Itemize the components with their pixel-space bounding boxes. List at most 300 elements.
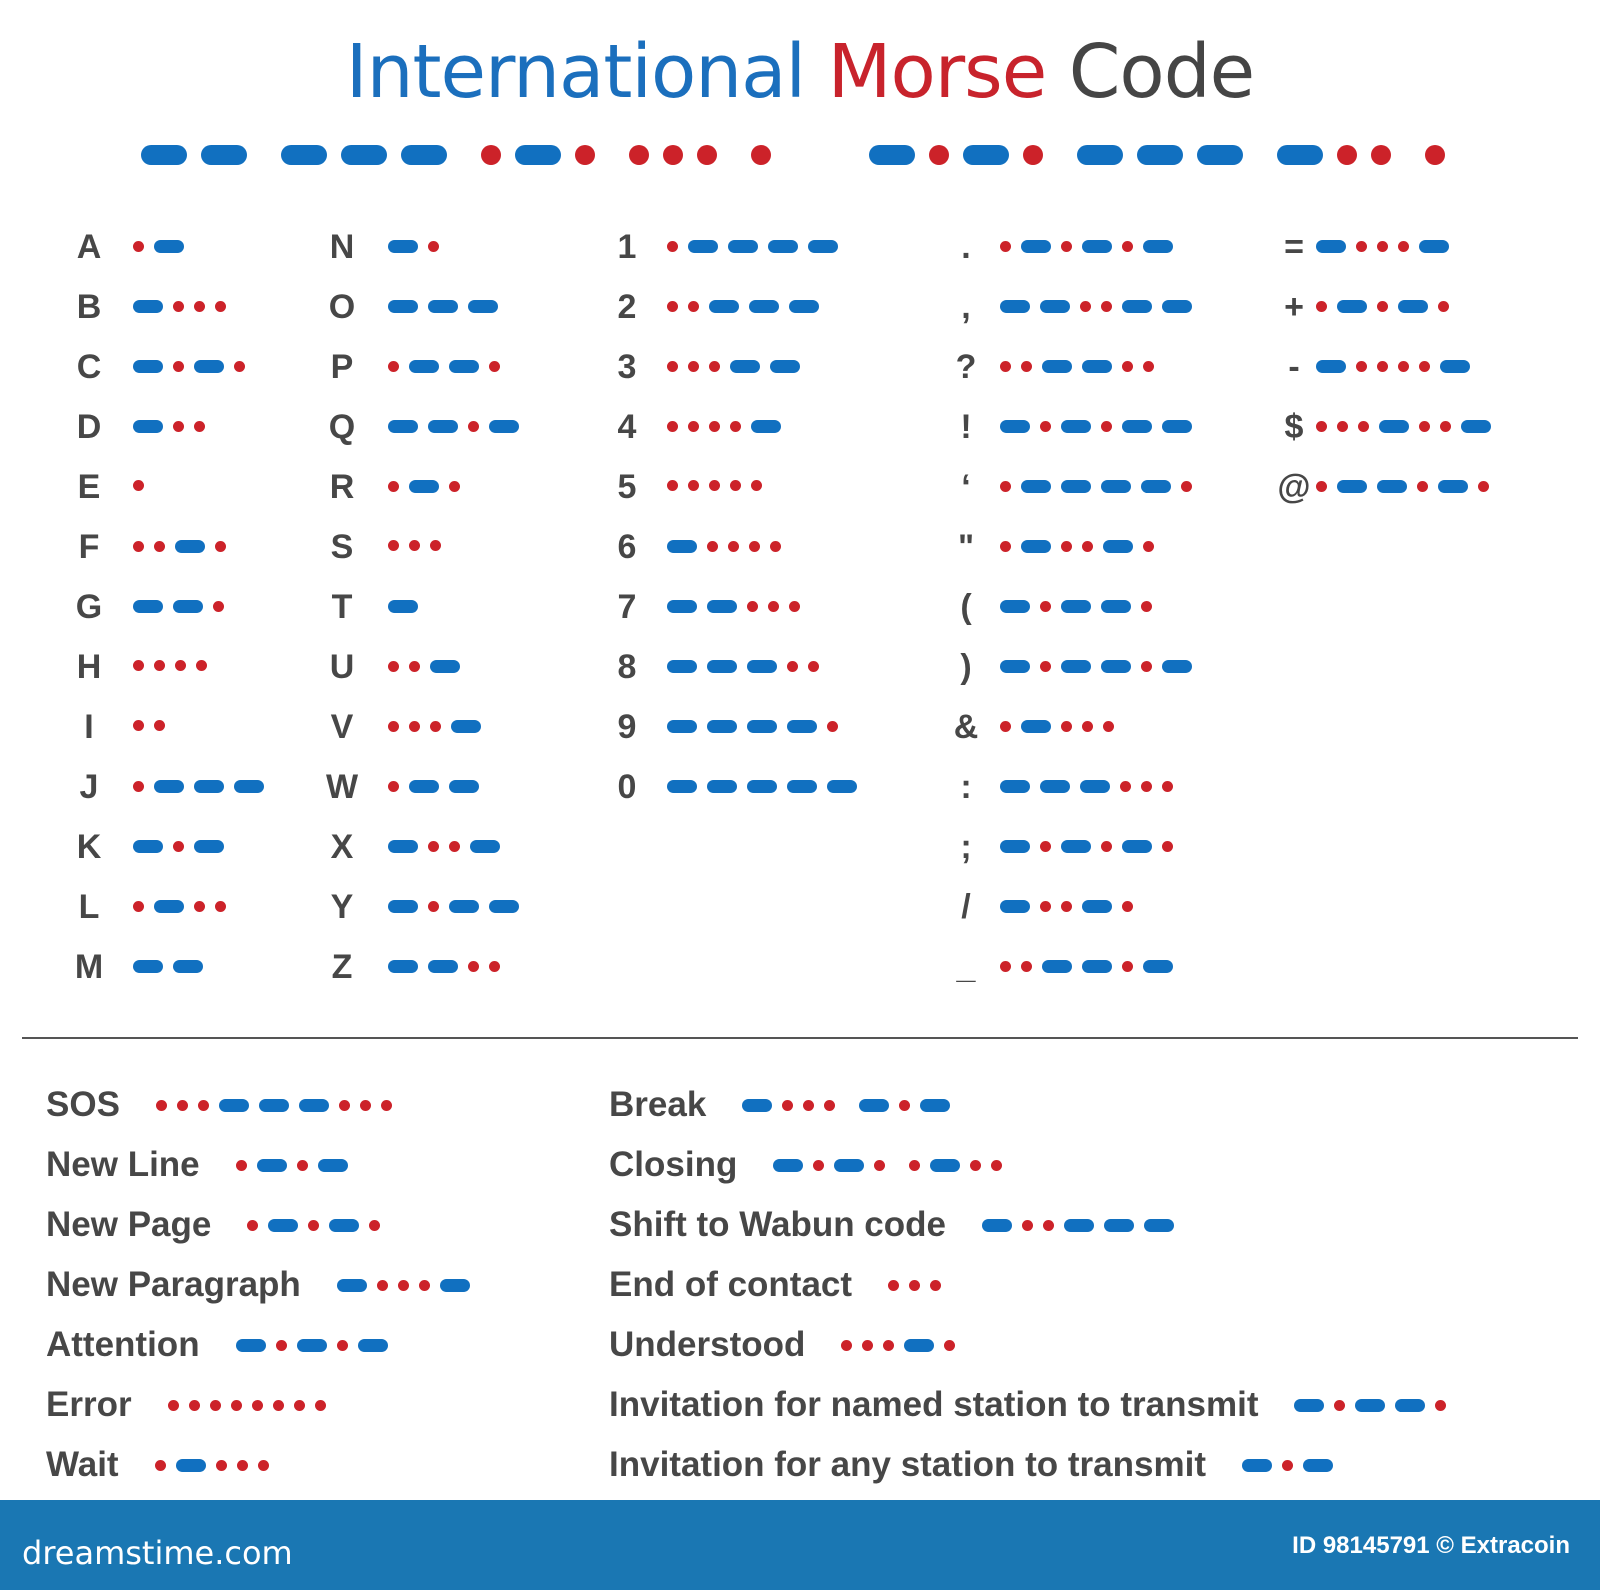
dot bbox=[1358, 421, 1369, 432]
dot bbox=[1419, 421, 1430, 432]
dash bbox=[133, 840, 163, 853]
dash bbox=[1122, 300, 1152, 313]
dot bbox=[196, 660, 207, 671]
dot bbox=[909, 1160, 920, 1171]
dash bbox=[318, 1159, 348, 1172]
dot bbox=[813, 1160, 824, 1171]
dash bbox=[515, 145, 561, 165]
dot bbox=[930, 1280, 941, 1291]
dash bbox=[1337, 300, 1367, 313]
dot bbox=[1000, 241, 1011, 252]
morse-code bbox=[1242, 1459, 1343, 1472]
dot bbox=[194, 301, 205, 312]
morse-code bbox=[236, 1339, 398, 1352]
morse-code bbox=[1000, 960, 1183, 973]
dot bbox=[874, 1160, 885, 1171]
dash bbox=[133, 360, 163, 373]
morse-code bbox=[667, 720, 848, 733]
morse-code bbox=[236, 1159, 358, 1172]
dash bbox=[1040, 300, 1070, 313]
character-label: 4 bbox=[617, 408, 637, 446]
dot bbox=[409, 540, 420, 551]
character-label: J bbox=[79, 768, 99, 806]
dot bbox=[1120, 781, 1131, 792]
dot bbox=[294, 1400, 305, 1411]
dot bbox=[175, 660, 186, 671]
morse-code bbox=[982, 1219, 1184, 1232]
dot bbox=[688, 421, 699, 432]
morse-code bbox=[667, 360, 810, 373]
morse-code bbox=[133, 600, 234, 613]
dot bbox=[1282, 1460, 1293, 1471]
dot bbox=[231, 1400, 242, 1411]
morse-code bbox=[773, 1159, 1012, 1172]
dash bbox=[449, 900, 479, 913]
dash bbox=[430, 660, 460, 673]
dot bbox=[1000, 481, 1011, 492]
dot bbox=[210, 1400, 221, 1411]
dot bbox=[1061, 241, 1072, 252]
dash bbox=[409, 360, 439, 373]
dot bbox=[730, 480, 741, 491]
character-label: M bbox=[74, 948, 104, 986]
dash bbox=[388, 960, 418, 973]
dot bbox=[1122, 961, 1133, 972]
dot bbox=[663, 145, 683, 165]
page-title bbox=[0, 22, 1600, 122]
morse-code bbox=[337, 1279, 480, 1292]
dash bbox=[963, 145, 1009, 165]
dot bbox=[216, 1460, 227, 1471]
dash bbox=[1061, 420, 1091, 433]
dot bbox=[234, 361, 245, 372]
morse-code bbox=[156, 1099, 402, 1112]
morse-code bbox=[388, 360, 510, 373]
dash bbox=[747, 720, 777, 733]
morse-code bbox=[388, 600, 428, 613]
title-code: Code bbox=[1068, 29, 1255, 115]
character-label: 3 bbox=[617, 348, 637, 386]
character-label: _ bbox=[956, 948, 976, 986]
dot bbox=[388, 540, 399, 551]
dot bbox=[789, 601, 800, 612]
dash bbox=[1419, 240, 1449, 253]
prosign-row bbox=[46, 1195, 480, 1255]
brand-logo: dreamstime.com bbox=[22, 1534, 293, 1572]
dot bbox=[888, 1280, 899, 1291]
dash bbox=[707, 780, 737, 793]
dot bbox=[430, 721, 441, 732]
dot bbox=[1043, 1220, 1054, 1231]
dash bbox=[388, 600, 418, 613]
character-label: V bbox=[330, 708, 354, 746]
character-label: A bbox=[76, 228, 102, 266]
morse-code bbox=[667, 480, 772, 491]
dot bbox=[154, 541, 165, 552]
dot bbox=[388, 481, 399, 492]
morse-code bbox=[667, 600, 810, 613]
dash bbox=[1355, 1399, 1385, 1412]
morse-code bbox=[1000, 600, 1162, 613]
morse-code bbox=[667, 300, 829, 313]
morse-code bbox=[1000, 660, 1202, 673]
morse-code bbox=[1316, 300, 1459, 313]
dash bbox=[1395, 1399, 1425, 1412]
title-international: International bbox=[345, 29, 806, 115]
dash bbox=[329, 1219, 359, 1232]
dot bbox=[339, 1100, 350, 1111]
prosign-row bbox=[46, 1435, 480, 1495]
dash bbox=[388, 240, 418, 253]
character-label: / bbox=[961, 888, 971, 926]
dot bbox=[276, 1340, 287, 1351]
dot bbox=[730, 421, 741, 432]
character-label: ! bbox=[960, 408, 972, 446]
dash bbox=[787, 720, 817, 733]
dot bbox=[1143, 541, 1154, 552]
dot bbox=[899, 1100, 910, 1111]
dot bbox=[1040, 421, 1051, 432]
dot bbox=[768, 601, 779, 612]
dash bbox=[859, 1099, 889, 1112]
morse-code bbox=[133, 720, 175, 731]
character-label: ; bbox=[960, 828, 972, 866]
dot bbox=[1417, 481, 1428, 492]
dot bbox=[133, 781, 144, 792]
dash bbox=[1080, 780, 1110, 793]
dot bbox=[883, 1340, 894, 1351]
dot bbox=[667, 421, 678, 432]
morse-code bbox=[1316, 480, 1499, 493]
morse-code bbox=[742, 1099, 960, 1112]
dash bbox=[1082, 900, 1112, 913]
character-label: ( bbox=[960, 588, 972, 626]
dash bbox=[1101, 480, 1131, 493]
dot bbox=[929, 145, 949, 165]
dot bbox=[468, 961, 479, 972]
prosign-label: New Line bbox=[46, 1145, 200, 1184]
dot bbox=[688, 361, 699, 372]
morse-code bbox=[667, 540, 791, 553]
dot bbox=[909, 1280, 920, 1291]
dash bbox=[1082, 960, 1112, 973]
dot bbox=[749, 541, 760, 552]
dot bbox=[728, 541, 739, 552]
dot bbox=[215, 301, 226, 312]
prosigns-left bbox=[46, 1075, 480, 1495]
dash bbox=[1277, 145, 1323, 165]
morse-code bbox=[1000, 300, 1202, 313]
morse-code bbox=[888, 1280, 951, 1291]
dot bbox=[1101, 841, 1112, 852]
dot bbox=[194, 901, 205, 912]
dash bbox=[1137, 145, 1183, 165]
dash bbox=[1077, 145, 1123, 165]
dot bbox=[1435, 1400, 1446, 1411]
dash bbox=[1042, 960, 1072, 973]
character-label: 0 bbox=[617, 768, 637, 806]
dot bbox=[198, 1100, 209, 1111]
dash bbox=[1061, 480, 1091, 493]
dot bbox=[154, 720, 165, 731]
character-label: K bbox=[76, 828, 102, 866]
dash bbox=[749, 300, 779, 313]
dash bbox=[1082, 240, 1112, 253]
dash bbox=[1000, 420, 1030, 433]
character-label: - bbox=[1288, 348, 1300, 386]
dot bbox=[688, 480, 699, 491]
dot bbox=[430, 540, 441, 551]
character-label: 9 bbox=[617, 708, 637, 746]
dash bbox=[1101, 660, 1131, 673]
dash bbox=[667, 600, 697, 613]
dot bbox=[315, 1400, 326, 1411]
dash bbox=[194, 360, 224, 373]
morse-code bbox=[667, 780, 867, 793]
morse-code bbox=[155, 1459, 279, 1472]
dot bbox=[707, 541, 718, 552]
dot bbox=[991, 1160, 1002, 1171]
dot bbox=[1101, 421, 1112, 432]
dot bbox=[1162, 841, 1173, 852]
dot bbox=[419, 1280, 430, 1291]
dash bbox=[1021, 480, 1051, 493]
morse-code bbox=[1000, 420, 1202, 433]
prosign-label: SOS bbox=[46, 1085, 120, 1124]
dash bbox=[1101, 600, 1131, 613]
dash bbox=[1042, 360, 1072, 373]
prosign-label: Invitation for any station to transmit bbox=[609, 1445, 1206, 1484]
character-label: & bbox=[953, 708, 979, 746]
prosign-row bbox=[46, 1375, 480, 1435]
dash bbox=[388, 300, 418, 313]
dash bbox=[707, 600, 737, 613]
dot bbox=[428, 841, 439, 852]
dot bbox=[575, 145, 595, 165]
dot bbox=[1316, 481, 1327, 492]
character-label: L bbox=[78, 888, 100, 926]
dot bbox=[252, 1400, 263, 1411]
dot bbox=[1023, 145, 1043, 165]
dot bbox=[237, 1460, 248, 1471]
dash bbox=[787, 780, 817, 793]
character-label: T bbox=[331, 588, 353, 626]
dot bbox=[369, 1220, 380, 1231]
dash bbox=[341, 145, 387, 165]
morse-code bbox=[388, 300, 508, 313]
dash bbox=[773, 1159, 803, 1172]
character-label: . bbox=[961, 228, 971, 266]
morse-code bbox=[1294, 1399, 1456, 1412]
dot bbox=[308, 1220, 319, 1231]
dash bbox=[257, 1159, 287, 1172]
footer-bar bbox=[0, 1500, 1600, 1590]
character-label: R bbox=[329, 468, 355, 506]
dash bbox=[667, 780, 697, 793]
dash bbox=[1440, 360, 1470, 373]
dash bbox=[730, 360, 760, 373]
dash bbox=[1461, 420, 1491, 433]
character-label: @ bbox=[1277, 468, 1311, 506]
dash bbox=[789, 300, 819, 313]
dash bbox=[982, 1219, 1012, 1232]
character-label: ‘ bbox=[961, 468, 971, 506]
dot bbox=[409, 661, 420, 672]
character-label: S bbox=[330, 528, 354, 566]
dot bbox=[1143, 361, 1154, 372]
dot bbox=[1356, 241, 1367, 252]
dot bbox=[1061, 721, 1072, 732]
dash bbox=[1398, 300, 1428, 313]
dot bbox=[1162, 781, 1173, 792]
character-label: U bbox=[329, 648, 355, 686]
morse-code bbox=[1000, 900, 1143, 913]
morse-code bbox=[133, 300, 236, 313]
dash bbox=[489, 900, 519, 913]
dot bbox=[667, 361, 678, 372]
dash bbox=[388, 840, 418, 853]
dash bbox=[1162, 660, 1192, 673]
dash bbox=[201, 145, 247, 165]
prosign-row bbox=[46, 1135, 480, 1195]
dash bbox=[1040, 780, 1070, 793]
prosign-row bbox=[609, 1135, 1456, 1195]
dot bbox=[1316, 301, 1327, 312]
character-label: N bbox=[329, 228, 355, 266]
morse-code bbox=[1000, 540, 1164, 553]
dot bbox=[747, 601, 758, 612]
dash bbox=[440, 1279, 470, 1292]
dash bbox=[449, 360, 479, 373]
dash bbox=[388, 900, 418, 913]
dot bbox=[360, 1100, 371, 1111]
dash bbox=[133, 600, 163, 613]
dot bbox=[409, 721, 420, 732]
dash bbox=[268, 1219, 298, 1232]
dot bbox=[970, 1160, 981, 1171]
dash bbox=[1294, 1399, 1324, 1412]
dot bbox=[1082, 541, 1093, 552]
morse-code bbox=[133, 660, 217, 671]
dot bbox=[1061, 541, 1072, 552]
dot bbox=[1181, 481, 1192, 492]
dot bbox=[1334, 1400, 1345, 1411]
dot bbox=[168, 1400, 179, 1411]
dash bbox=[1162, 300, 1192, 313]
dot bbox=[697, 145, 717, 165]
dot bbox=[1337, 421, 1348, 432]
dash bbox=[176, 1459, 206, 1472]
morse-code bbox=[388, 480, 470, 493]
dash bbox=[707, 660, 737, 673]
dot bbox=[709, 361, 720, 372]
dash bbox=[707, 720, 737, 733]
morse-code bbox=[133, 840, 234, 853]
prosign-row bbox=[609, 1435, 1456, 1495]
dash bbox=[1061, 600, 1091, 613]
dot bbox=[189, 1400, 200, 1411]
dot bbox=[215, 901, 226, 912]
character-label: P bbox=[330, 348, 354, 386]
title-morse: Morse bbox=[827, 29, 1047, 115]
character-label: 2 bbox=[617, 288, 637, 326]
divider bbox=[22, 1037, 1578, 1039]
dash bbox=[1377, 480, 1407, 493]
character-label: F bbox=[78, 528, 100, 566]
dash bbox=[1197, 145, 1243, 165]
dash bbox=[808, 240, 838, 253]
dash bbox=[154, 900, 184, 913]
dash bbox=[667, 660, 697, 673]
dot bbox=[1103, 721, 1114, 732]
dot bbox=[388, 361, 399, 372]
character-label: = bbox=[1284, 228, 1304, 266]
dash bbox=[904, 1339, 934, 1352]
dash bbox=[154, 240, 184, 253]
dash bbox=[869, 145, 915, 165]
dot bbox=[787, 661, 798, 672]
dash bbox=[688, 240, 718, 253]
dot bbox=[154, 660, 165, 671]
image-credit: ID 98145791 © Extracoin bbox=[1292, 1532, 1570, 1559]
morse-code bbox=[1000, 840, 1183, 853]
dash bbox=[428, 960, 458, 973]
dash bbox=[1337, 480, 1367, 493]
dash bbox=[1242, 1459, 1272, 1472]
dot bbox=[468, 421, 479, 432]
morse-code bbox=[841, 1339, 965, 1352]
dot bbox=[1425, 145, 1445, 165]
dot bbox=[173, 841, 184, 852]
dash bbox=[1021, 540, 1051, 553]
dash bbox=[428, 300, 458, 313]
dash bbox=[219, 1099, 249, 1112]
morse-code bbox=[133, 780, 274, 793]
prosign-label: Attention bbox=[46, 1325, 200, 1364]
dash bbox=[297, 1339, 327, 1352]
prosign-label: New Page bbox=[46, 1205, 212, 1244]
morse-code bbox=[1316, 240, 1459, 253]
morse-code bbox=[667, 660, 829, 673]
dash bbox=[173, 960, 203, 973]
morse-code bbox=[168, 1400, 336, 1411]
dot bbox=[133, 541, 144, 552]
dot bbox=[236, 1160, 247, 1171]
prosign-row bbox=[46, 1255, 480, 1315]
morse-code bbox=[133, 480, 154, 491]
prosign-label: End of contact bbox=[609, 1265, 853, 1304]
dot bbox=[133, 901, 144, 912]
character-label: C bbox=[76, 348, 102, 386]
dot bbox=[388, 781, 399, 792]
dot bbox=[841, 1340, 852, 1351]
dash bbox=[337, 1279, 367, 1292]
character-label: 7 bbox=[617, 588, 637, 626]
character-label: I bbox=[84, 708, 94, 746]
prosign-label: Wait bbox=[46, 1445, 119, 1484]
dash bbox=[133, 300, 163, 313]
dash bbox=[747, 660, 777, 673]
dash bbox=[1103, 540, 1133, 553]
dash bbox=[449, 780, 479, 793]
character-label: 8 bbox=[617, 648, 637, 686]
dash bbox=[194, 840, 224, 853]
morse-code bbox=[388, 960, 510, 973]
dot bbox=[1377, 241, 1388, 252]
dot bbox=[1101, 301, 1112, 312]
character-label: X bbox=[330, 828, 354, 866]
dash bbox=[194, 780, 224, 793]
